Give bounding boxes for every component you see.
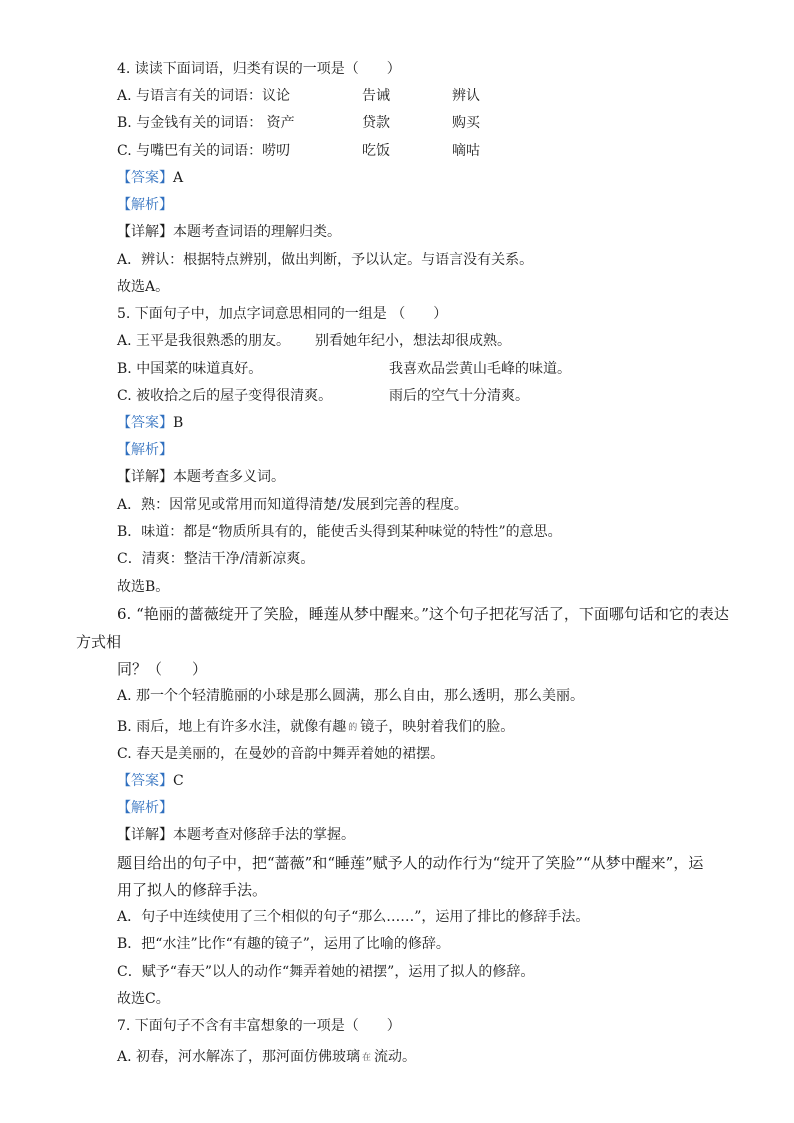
q5-option-c-right: 雨后的空气十分清爽。: [389, 388, 529, 404]
q6-detail: 【详解】本题考查对修辞手法的掌握。: [117, 827, 355, 843]
q5-conclusion: 故选B。: [117, 579, 170, 595]
q5-option-c-left: C. 被收拾之后的屋子变得很清爽。: [117, 388, 333, 404]
q6-answer: [117, 771, 184, 791]
q7-option-a-part2: 流动。: [374, 1049, 417, 1065]
q6-option-b-part2: 镜子，映射着我们的脸。: [360, 719, 515, 735]
question-4-stem: 4. 读读下面词语，归类有误的一项是（ ）: [117, 61, 401, 77]
q4-analysis-tag: 【解析】: [117, 197, 173, 213]
q7-option-a-part1: A. 初春，河水解冻了，那河面仿佛玻璃: [117, 1049, 361, 1065]
q5-explanation-c: C．清爽：整洁干净/清新凉爽。: [117, 551, 315, 567]
q5-option-b-right: 我喜欢品尝黄山毛峰的味道。: [389, 361, 571, 377]
q4-option-a-word3: 辨认: [452, 88, 480, 104]
question-7-stem: 7. 下面句子不含有丰富想象的一项是（ ）: [117, 1018, 401, 1034]
q5-explanation-a: A．熟：因常见或常用而知道得清楚/发展到完善的程度。: [117, 497, 468, 513]
q4-conclusion: 故选A。: [117, 279, 170, 295]
q4-explanation-a: A．辨认：根据特点辨别，做出判断，予以认定。与语言没有关系。: [117, 252, 534, 268]
q4-option-c: C. 与嘴巴有关的词语：唠叨: [117, 143, 291, 159]
q4-option-a-word2: 告诫: [362, 88, 390, 104]
q4-option-c-word3: 嘀咕: [452, 143, 480, 159]
q5-option-b-left: B. 中国菜的味道真好。: [117, 361, 263, 377]
q4-option-a: A. 与语言有关的词语：议论: [117, 88, 291, 104]
q5-answer: [117, 413, 183, 433]
answer-tag: 【答案】: [117, 773, 173, 789]
answer-value: C: [173, 773, 184, 789]
answer-value: B: [173, 415, 184, 431]
answer-tag: 【答案】: [117, 415, 173, 431]
q6-explanation-c: C．赋予“春天”以人的动作“舞弄着她的裙摆”，运用了拟人的修辞。: [117, 964, 535, 980]
q5-detail: 【详解】本题考查多义词。: [117, 469, 285, 485]
q6-option-a: A. 那一个个轻清脆丽的小球是那么圆满，那么自由，那么透明，那么美丽。: [117, 688, 585, 704]
q6-explanation-a: A．句子中连续使用了三个相似的句子“那么……”，运用了排比的修辞手法。: [117, 909, 590, 925]
question-6-stem-line2: 方式相: [76, 633, 122, 651]
q4-option-c-word2: 吃饭: [362, 143, 390, 159]
q4-option-b: B. 与金钱有关的词语： 资产: [117, 115, 295, 131]
q6-option-c: C. 春天是美丽的，在曼妙的音韵中舞弄着她的裙摆。: [117, 746, 445, 762]
q6-analysis-tag: 【解析】: [117, 800, 173, 816]
q5-option-a-left: A. 王平是我很熟悉的朋友。: [117, 333, 291, 349]
q5-explanation-b: B．味道：都是“物质所具有的，能使舌头得到某种味觉的特性”的意思。: [117, 524, 562, 540]
q4-detail: 【详解】本题考查词语的理解归类。: [117, 224, 341, 240]
q4-option-b-word2: 贷款: [362, 115, 390, 131]
q6-option-b-part1: B. 雨后，地上有许多水洼，就像有趣: [117, 719, 347, 735]
answer-value: A: [173, 170, 184, 186]
q7-option-a-mark: 在: [362, 1053, 372, 1063]
q4-option-b-word3: 购买: [452, 115, 480, 131]
q6-paragraph-line2: 用了拟人的修辞手法。: [117, 881, 268, 899]
q6-explanation-b: B．把“水洼”比作“有趣的镜子”，运用了比喻的修辞。: [117, 936, 450, 952]
q6-option-b: [117, 717, 514, 737]
q6-option-b-mark: 的: [348, 723, 358, 733]
q7-option-a: [117, 1047, 416, 1067]
q5-analysis-tag: 【解析】: [117, 442, 173, 458]
q6-paragraph-line1: 题目给出的句子中，把“蔷薇”和“睡莲”赋予人的动作行为“绽开了笑脸”“从梦中醒来”，运: [117, 854, 704, 872]
question-6-stem-line3: 同？（ ）: [117, 660, 208, 678]
q4-answer: [117, 168, 183, 188]
answer-tag: 【答案】: [117, 170, 173, 186]
q5-option-a-right: 别看她年纪小，想法却很成熟。: [315, 333, 511, 349]
q6-conclusion: 故选C。: [117, 991, 170, 1007]
question-5-stem: 5. 下面句子中，加点字词意思相同的一组是 （ ）: [117, 306, 448, 322]
question-6-stem-line1: 6. “艳丽的蔷薇绽开了笑脸，睡莲从梦中醒来。”这个句子把花写活了，下面哪句话和它的表达: [117, 605, 729, 623]
